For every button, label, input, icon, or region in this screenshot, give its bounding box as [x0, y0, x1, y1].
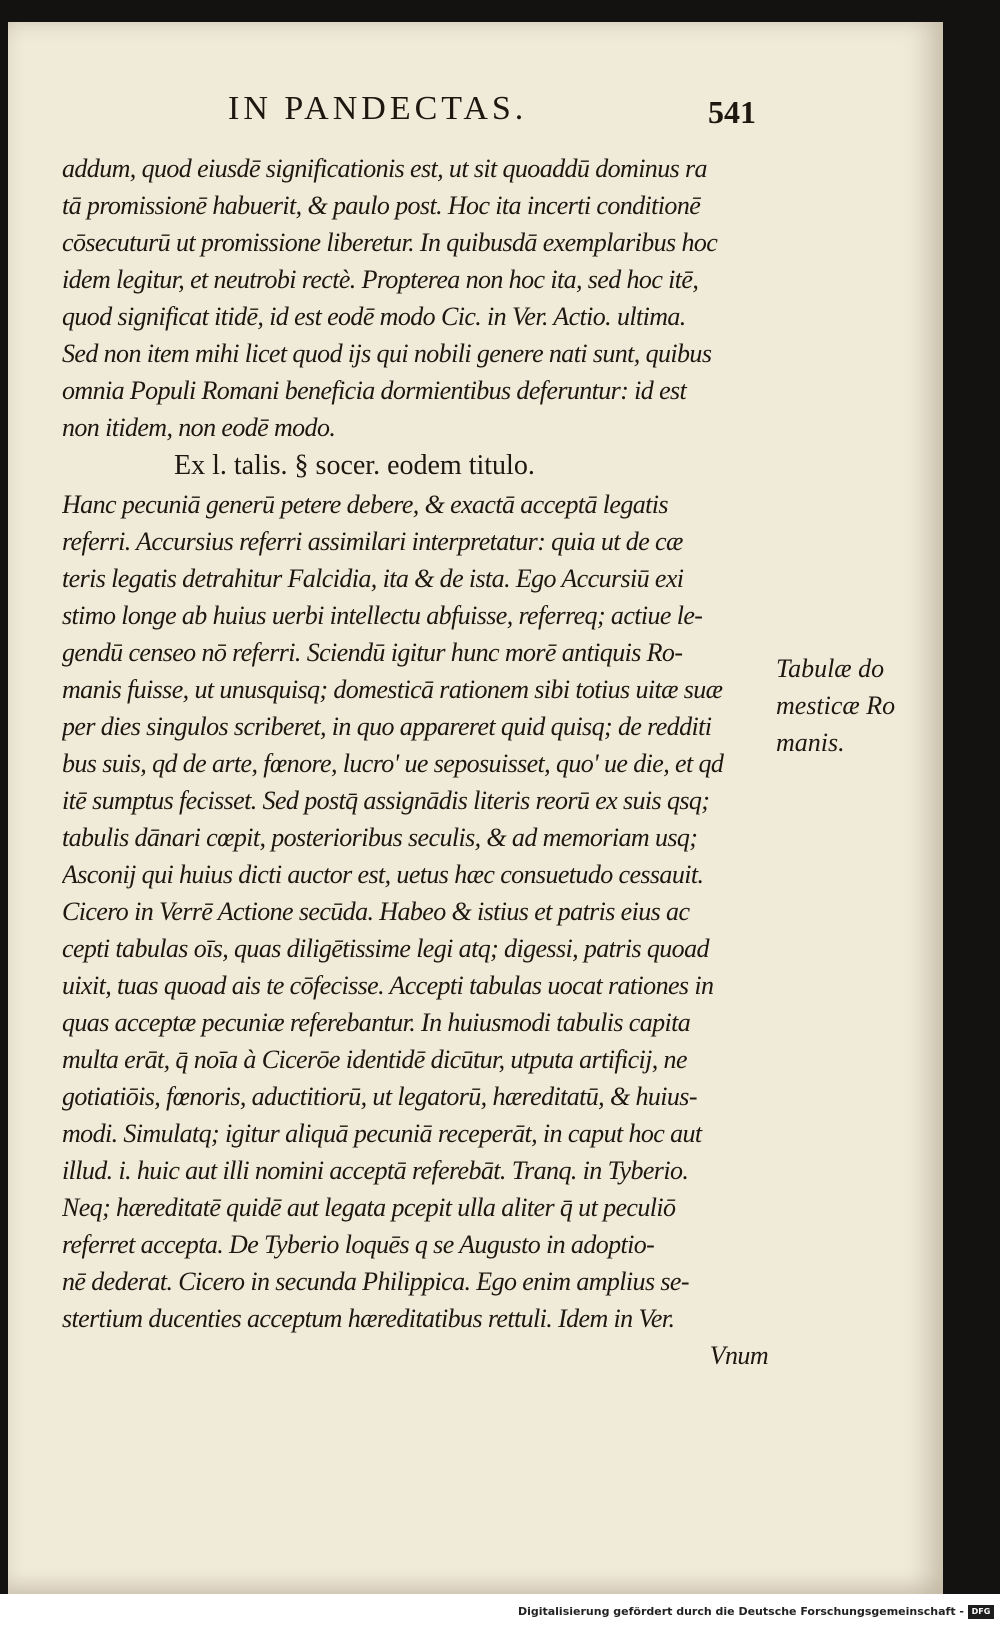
text-line: gotiatiōis, fœnoris, aductitiorū, ut legatorū, hæreditatū, & huius- [62, 1082, 697, 1111]
book-page [8, 22, 943, 1594]
dfg-logo-icon: DFG [968, 1605, 994, 1619]
text-line: uixit, tuas quoad ais te cōfecisse. Accepti tabulas uocat rationes in [62, 971, 714, 1000]
text-line: non itidem, non eodē modo. [62, 413, 336, 442]
text-line: bus suis, qd de arte, fœnore, lucro' ue seposuisset, quo' ue die, et qd [62, 749, 724, 778]
text-line: Neq; hæreditatē quidē aut legata pcepit ulla aliter q̄ ut peculiō [62, 1193, 676, 1222]
text-line: omnia Populi Romani beneficia dormientibus deferuntur: id est [62, 376, 687, 405]
catchword: Vnum [709, 1341, 768, 1370]
paragraph-after-heading [62, 486, 768, 1337]
text-line: manis fuisse, ut unusquisq; domesticā rationem sibi totius uitæ suæ [62, 675, 723, 704]
text-line: Sed non item mihi licet quod ijs qui nobili genere nati sunt, quibus [62, 339, 712, 368]
text-line: tā promissionē habuerit, & paulo post. Hoc ita incerti conditionē [62, 191, 701, 220]
text-line: stertium ducenties acceptum hæreditatibus rettuli. Idem in Ver. [62, 1304, 675, 1333]
text-line: idem legitur, et neutrobi rectè. Propterea non hoc ita, sed hoc itē, [62, 265, 699, 294]
text-line: itē sumptus fecisset. Sed postq̄ assignādis literis reorū ex suis qsq; [62, 786, 710, 815]
text-line: illud. i. huic aut illi nomini acceptā referebāt. Tranq. in Tyberio. [62, 1156, 689, 1185]
footer-credit: Digitalisierung gefördert durch die Deutsche Forschungsgemeinschaft - [517, 1605, 964, 1618]
footer-bar [0, 1594, 1000, 1626]
marginal-note-line: Tabulæ do [776, 654, 885, 683]
text-line: multa erāt, q̄ noīa à Cicerōe identidē dicūtur, utputa artificij, ne [62, 1045, 687, 1074]
paragraph-before-heading [62, 150, 768, 446]
text-line: tabulis dānari cœpit, posterioribus seculis, & ad memoriam usq; [62, 823, 698, 852]
text-line: cōsecuturū ut promissione liberetur. In quibusdā exemplaribus hoc [62, 228, 718, 257]
text-line: Asconij qui huius dicti auctor est, uetus hæc consuetudo cessauit. [62, 860, 704, 889]
text-line: quas acceptæ pecuniæ referebantur. In huiusmodi tabulis capita [62, 1008, 691, 1037]
running-head: IN PANDECTAS. [228, 90, 528, 127]
text-line: gendū censeo nō referri. Sciendū igitur hunc morē antiquis Ro- [62, 638, 683, 667]
text-line: per dies singulos scriberet, in quo appareret quid quisq; de redditi [62, 712, 712, 741]
main-text-block [62, 150, 768, 1374]
text-line: quod significat itidē, id est eodē modo Cic. in Ver. Actio. ultima. [62, 302, 686, 331]
text-line: modi. Simulatq; igitur aliquā pecuniā receperāt, in caput hoc aut [62, 1119, 702, 1148]
text-line: cepti tabulas oīs, quas diligētissime legi atq; digessi, patris quoad [62, 934, 709, 963]
marginal-note-line: manis. [776, 728, 845, 757]
marginal-note [776, 650, 926, 761]
section-heading: Ex l. talis. § socer. eodem titulo. [174, 450, 535, 481]
text-line: referri. Accursius referri assimilari interpretatur: quia ut de cæ [62, 527, 683, 556]
text-line: nē dederat. Cicero in secunda Philippica. Ego enim amplius se- [62, 1267, 689, 1296]
text-line: referret accepta. De Tyberio loquēs q se Augusto in adoptio- [62, 1230, 655, 1259]
text-line: addum, quod eiusdē significationis est, ut sit quoaddū dominus ra [62, 154, 707, 183]
page-number: 541 [708, 94, 756, 130]
text-line: Cicero in Verrē Actione secūda. Habeo & istius et patris eius ac [62, 897, 690, 926]
text-line: Hanc pecuniā generū petere debere, & exactā acceptā legatis [62, 490, 668, 519]
marginal-note-line: mesticæ Ro [776, 691, 896, 720]
text-line: stimo longe ab huius uerbi intellectu abfuisse, referreq; actiue le- [62, 601, 703, 630]
text-line: teris legatis detrahitur Falcidia, ita & de ista. Ego Accursiū exi [62, 564, 684, 593]
